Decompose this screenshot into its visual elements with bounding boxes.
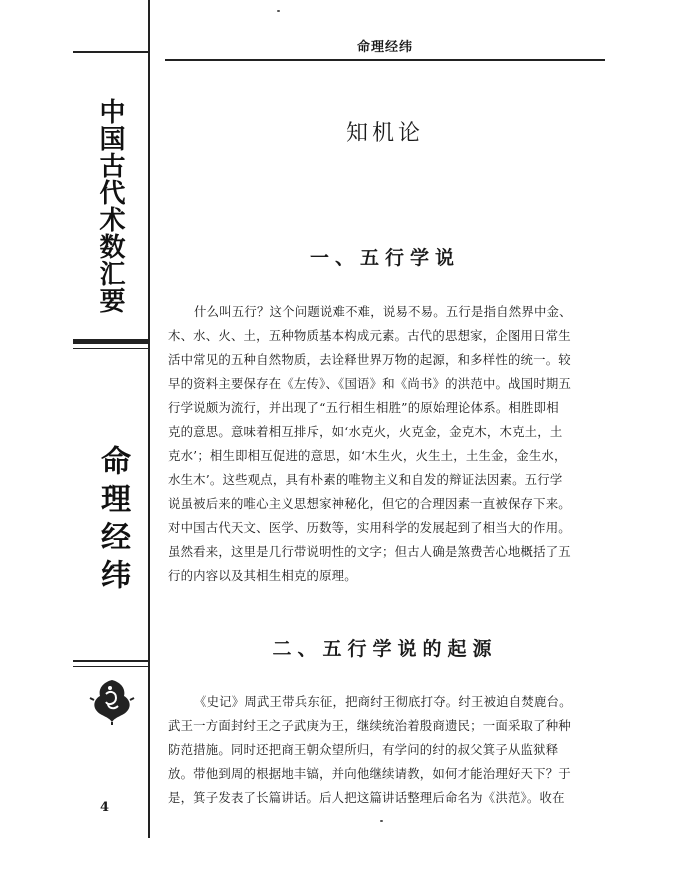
left-margin-sidebar	[0, 0, 150, 877]
body-line: 克的意思。意味着相互排斥，如‘水克火，火克金，金克木，木克土，土	[168, 424, 563, 439]
body-line: 活中常见的五种自然物质，去诠释世界万物的起源，和多样性的统一。较	[168, 352, 571, 367]
sidebar-divider-line	[148, 0, 150, 838]
book-title: 中国古代术数汇要	[95, 98, 125, 314]
series-title: 命理经纬	[95, 445, 130, 597]
body-line: 是，箕子发表了长篇讲话。后人把这篇讲话整理后命名为《洪范》。收在	[168, 790, 565, 805]
section-heading-wuxing: 一、五行学说	[309, 247, 460, 269]
body-line: 水生木’。这些观点，具有朴素的唯物主义和自发的辩证法因素。五行学	[168, 472, 563, 487]
body-line: 什么叫五行？这个问题说难不难，说易不易。五行是指自然界中金、	[194, 304, 572, 319]
sidebar-thick-rule	[73, 339, 150, 344]
scan-speck	[277, 10, 280, 12]
page-number: 4	[100, 800, 110, 815]
body-line: 行学说颇为流行，并出现了“五行相生相胜”的原始理论体系。相胜即相	[168, 400, 559, 415]
scan-speck	[380, 820, 383, 822]
body-line: 说虽被后来的唯心主义思想家神秘化，但它的合理因素一直被保存下来。	[168, 496, 571, 511]
section-heading-origin: 二、五行学说的起源	[272, 638, 498, 660]
section-body-origin	[168, 690, 608, 810]
header-rule	[165, 59, 605, 61]
running-header: 命理经纬	[356, 40, 413, 55]
section-body-wuxing	[168, 300, 608, 588]
dragon-emblem-icon	[88, 676, 136, 726]
body-line: 早的资料主要保存在《左传》、《国语》和《尚书》的洪范中。战国时期五	[168, 376, 572, 391]
sidebar-rule-upper	[73, 660, 150, 662]
body-line: 《史记》周武王带兵东征，把商纣王彻底打夺。纣王被迫自焚鹿台。	[194, 694, 572, 709]
chapter-title: 知机论	[345, 121, 424, 146]
sidebar-rule-lower	[73, 666, 150, 667]
body-line: 虽然看来，这里是几行带说明性的文字；但古人确是煞费苦心地概括了五	[168, 544, 571, 559]
sidebar-thin-rule	[73, 348, 150, 349]
body-line: 武王一方面封纣王之子武庚为王，继续统治着殷商遗民；一面采取了种种	[168, 718, 571, 733]
body-line: 对中国古代天文、医学、历数等，实用科学的发展起到了相当大的作用。	[168, 520, 571, 535]
body-line: 行的内容以及其相生相克的原理。	[168, 568, 357, 583]
body-line: 放。带他到周的根据地丰镐，并向他继续请教，如何才能治理好天下？于	[168, 766, 571, 781]
body-line: 防范措施。同时还把商王朝众望所归，有学问的纣的叔父箕子从监狱释	[168, 742, 559, 757]
sidebar-top-rule	[73, 51, 150, 53]
body-line: 木、水、火、土，五种物质基本构成元素。古代的思想家，企图用日常生	[168, 328, 571, 343]
body-line: 克水’；相生即相互促进的意思，如‘木生火，火生土，土生金，金生水，	[168, 448, 567, 463]
